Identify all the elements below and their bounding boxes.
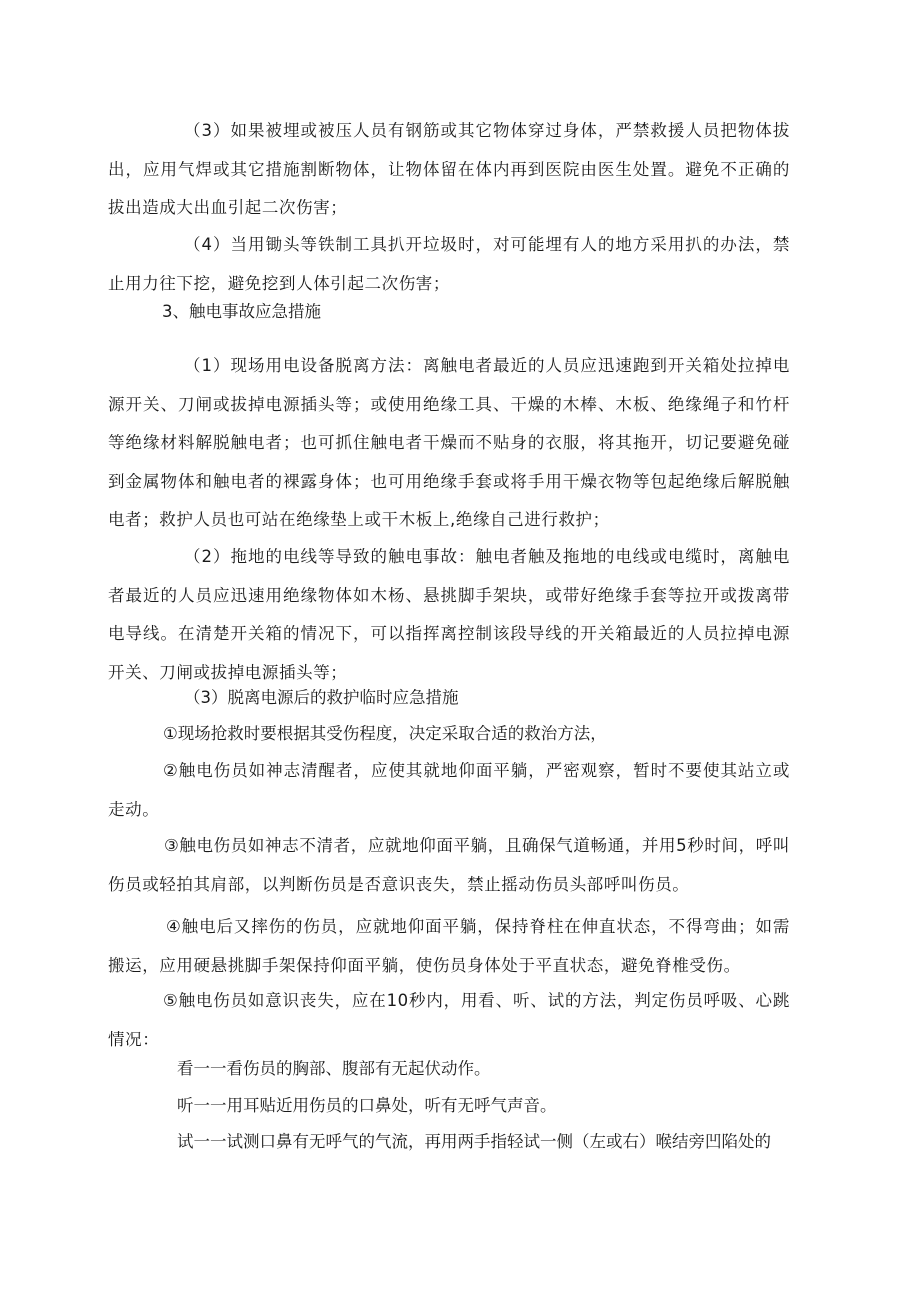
list-item-5: ⑤触电伤员如意识丧失，应在10秒内，用看、听、试的方法，判定伤员呼吸、心跳情况： — [108, 991, 790, 1049]
list-item-1: ①现场抢救时要根据其受伤程度，决定采取合适的救治方法， — [163, 724, 607, 743]
paragraph-hoe-digging: （4）当用锄头等铁制工具扒开垃圾时，对可能埋有人的地方采用扒的办法，禁止用力往下挖，避免挖到人体引起二次伤害； — [108, 235, 790, 293]
subheading-emergency-measures: （3）脱离电源后的救护临时应急措施 — [184, 688, 459, 707]
paragraph-ground-wire-shock: （2）拖地的电线等导致的触电事故：触电者触及拖地的电线或电缆时，离触电者最近的人员应迅速用绝缘物体如木杨、悬挑脚手架块，或带好绝缘手套等拉开或拨离带电导线。在清楚开关箱的情况下，可以指挥离控制该段导线的开关箱最近的人员拉掉电源开关、刀闸或拔掉电源插头等； — [108, 547, 790, 682]
list-item-3: ③触电伤员如神志不清者，应就地仰面平躺，且确保气道畅通，并用5秒时间，呼叫伤员或轻拍其肩部，以判断伤员是否意识丧失，禁止摇动伤员头部呼叫伤员。 — [108, 836, 790, 894]
list-item-4: ④触电后又摔伤的伤员，应就地仰面平躺，保持脊柱在伸直状态，不得弯曲；如需搬运，应用硬悬挑脚手架保持仰面平躺，使伤员身体处于平直状态，避免脊椎受伤。 — [108, 917, 790, 975]
list-item-2: ②触电伤员如神志清醒者，应使其就地仰面平躺，严密观察，暂时不要使其站立或走动。 — [108, 761, 790, 819]
section-heading-electric-shock: 3、触电事故应急措施 — [162, 302, 321, 321]
paragraph-rebar-removal: （3）如果被埋或被压人员有钢筋或其它物体穿过身体，严禁救援人员把物体拔出，应用气焊或其它措施割断物体，让物体留在体内再到医院由医生处置。避免不正确的拔出造成大出血引起二次伤害； — [108, 121, 790, 217]
check-try: 试一一试测口鼻有无呼气的气流，再用两手指轻试一侧（左或右）喉结旁凹陷处的 — [177, 1132, 771, 1151]
paragraph-detach-from-power: （1）现场用电设备脱离方法：离触电者最近的人员应迅速跑到开关箱处拉掉电源开关、刀闸或拔掉电源插头等；或使用绝缘工具、干燥的木棒、木板、绝缘绳子和竹杆等绝缘材料解脱触电者；也可抓住触电者干燥而不贴身的衣服，将其拖开，切记要避免碰到金属物体和触电者的裸露身体；也可用绝缘手套或将手用干燥衣物等包起绝缘后解脱触电者；救护人员也可站在绝缘垫上或干木板上,绝缘自己进行救护； — [108, 356, 790, 529]
check-listen: 听一一用耳贴近用伤员的口鼻处，听有无呼气声音。 — [177, 1096, 557, 1115]
check-look: 看一一看伤员的胸部、腹部有无起伏动作。 — [177, 1059, 491, 1078]
